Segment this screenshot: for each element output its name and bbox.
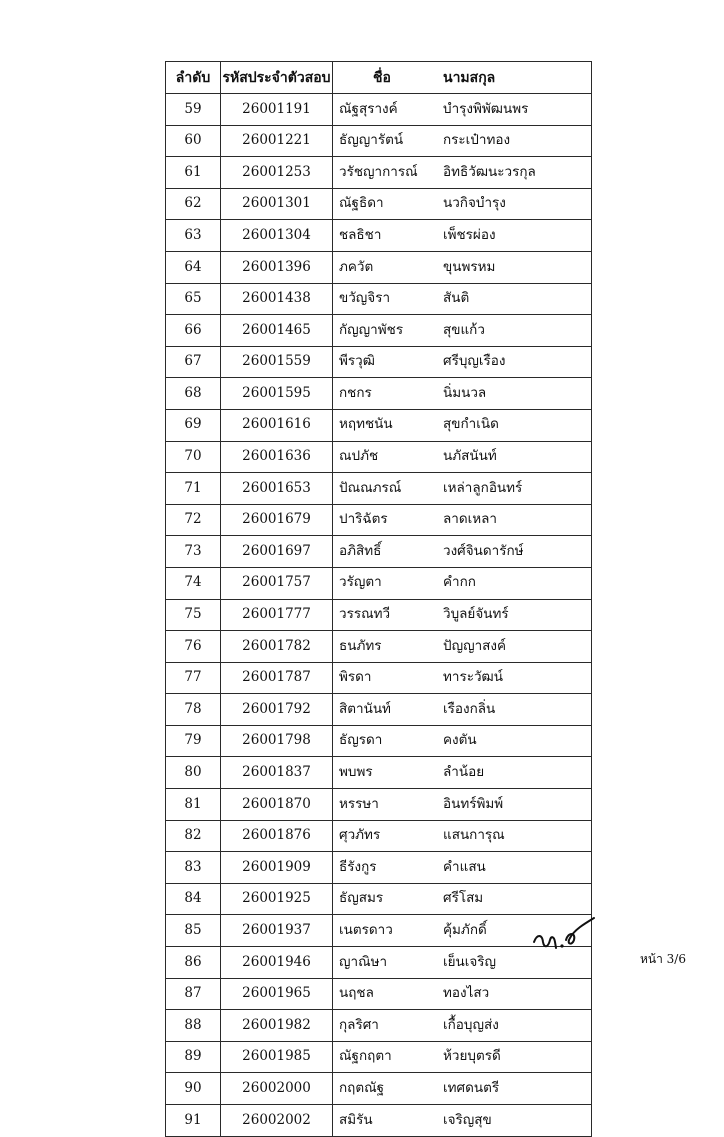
table-row bbox=[166, 631, 592, 663]
table-row bbox=[166, 1041, 592, 1073]
cell-name bbox=[333, 473, 592, 505]
cell-exam-id: 26001653 bbox=[221, 473, 333, 505]
table-row bbox=[166, 94, 592, 126]
cell-exam-id: 26001798 bbox=[221, 725, 333, 757]
table-row bbox=[166, 599, 592, 631]
cell-name bbox=[333, 662, 592, 694]
cell-last-name: แสนการุณ bbox=[443, 827, 505, 844]
cell-last-name: ทองไสว bbox=[443, 985, 490, 1002]
table-row bbox=[166, 1010, 592, 1042]
cell-exam-id: 26001679 bbox=[221, 504, 333, 536]
table-row bbox=[166, 662, 592, 694]
cell-exam-id: 26001985 bbox=[221, 1041, 333, 1073]
cell-order: 85 bbox=[166, 915, 221, 947]
cell-order: 79 bbox=[166, 725, 221, 757]
cell-order: 90 bbox=[166, 1073, 221, 1105]
cell-first-name: ณัฐธิดา bbox=[339, 195, 384, 212]
cell-exam-id: 26001301 bbox=[221, 188, 333, 220]
cell-last-name: คุ้มภักดิ์ bbox=[443, 921, 487, 938]
cell-exam-id: 26001757 bbox=[221, 567, 333, 599]
cell-name bbox=[333, 315, 592, 347]
cell-exam-id: 26001782 bbox=[221, 631, 333, 663]
cell-name bbox=[333, 1105, 592, 1137]
cell-order: 72 bbox=[166, 504, 221, 536]
cell-last-name: เกื้อบุญส่ง bbox=[443, 1016, 499, 1033]
cell-exam-id: 26001697 bbox=[221, 536, 333, 568]
cell-first-name: กัญญาพัชร bbox=[339, 321, 404, 338]
cell-name bbox=[333, 978, 592, 1010]
cell-first-name: ธัญรดา bbox=[339, 732, 383, 749]
cell-first-name: หรรษา bbox=[339, 795, 379, 812]
cell-name bbox=[333, 504, 592, 536]
cell-name bbox=[333, 409, 592, 441]
cell-name bbox=[333, 536, 592, 568]
cell-exam-id: 26001937 bbox=[221, 915, 333, 947]
header-exam-id: รหัสประจำตัวสอบ bbox=[221, 62, 333, 94]
cell-last-name: ศรีโสม bbox=[443, 890, 484, 907]
cell-first-name: ปาริฉัตร bbox=[339, 511, 388, 528]
cell-order: 84 bbox=[166, 883, 221, 915]
header-name bbox=[333, 62, 592, 94]
table-row bbox=[166, 251, 592, 283]
table-row bbox=[166, 852, 592, 884]
cell-first-name: พิรดา bbox=[339, 669, 372, 686]
cell-first-name: ธนภัทร bbox=[339, 637, 382, 654]
cell-order: 75 bbox=[166, 599, 221, 631]
cell-first-name: วรรณทวี bbox=[339, 606, 391, 623]
cell-order: 74 bbox=[166, 567, 221, 599]
cell-order: 66 bbox=[166, 315, 221, 347]
cell-exam-id: 26001925 bbox=[221, 883, 333, 915]
cell-order: 86 bbox=[166, 947, 221, 979]
cell-exam-id: 26001909 bbox=[221, 852, 333, 884]
cell-last-name: ทาระวัฒน์ bbox=[443, 669, 503, 686]
table-row bbox=[166, 473, 592, 505]
cell-first-name: สมิรัน bbox=[339, 1111, 373, 1128]
cell-last-name: ลำน้อย bbox=[443, 764, 485, 781]
cell-first-name: วรัญตา bbox=[339, 574, 382, 591]
cell-first-name: ธีรังกูร bbox=[339, 858, 377, 875]
candidate-table bbox=[165, 61, 592, 1137]
cell-last-name: นวกิจบำรุง bbox=[443, 195, 506, 212]
cell-order: 76 bbox=[166, 631, 221, 663]
cell-order: 65 bbox=[166, 283, 221, 315]
cell-last-name: เรืองกลิ่น bbox=[443, 700, 496, 717]
cell-name bbox=[333, 346, 592, 378]
header-order: ลำดับ bbox=[166, 62, 221, 94]
cell-last-name: เพ็ชรผ่อง bbox=[443, 226, 496, 243]
cell-name bbox=[333, 852, 592, 884]
cell-last-name: สุขกำเนิด bbox=[443, 416, 499, 433]
table-row bbox=[166, 1073, 592, 1105]
table-row bbox=[166, 315, 592, 347]
table-row bbox=[166, 504, 592, 536]
table-row bbox=[166, 757, 592, 789]
cell-exam-id: 26001777 bbox=[221, 599, 333, 631]
table-row bbox=[166, 978, 592, 1010]
cell-exam-id: 26001221 bbox=[221, 125, 333, 157]
cell-last-name: วิบูลย์จันทร์ bbox=[443, 606, 509, 623]
cell-exam-id: 26001191 bbox=[221, 94, 333, 126]
cell-last-name: นภัสนันท์ bbox=[443, 448, 497, 465]
cell-first-name: ปัณณภรณ์ bbox=[339, 479, 402, 496]
cell-order: 88 bbox=[166, 1010, 221, 1042]
cell-name bbox=[333, 1010, 592, 1042]
cell-last-name: เจริญสุข bbox=[443, 1111, 492, 1128]
cell-exam-id: 26001465 bbox=[221, 315, 333, 347]
cell-order: 91 bbox=[166, 1105, 221, 1137]
cell-name bbox=[333, 694, 592, 726]
cell-last-name: สันติ bbox=[443, 290, 470, 307]
table-row bbox=[166, 694, 592, 726]
cell-first-name: วรัชญาการณ์ bbox=[339, 163, 418, 180]
cell-exam-id: 26001876 bbox=[221, 820, 333, 852]
cell-name bbox=[333, 820, 592, 852]
cell-name bbox=[333, 94, 592, 126]
cell-first-name: ณปภัช bbox=[339, 448, 379, 465]
cell-exam-id: 26002002 bbox=[221, 1105, 333, 1137]
cell-first-name: พีรวุฒิ bbox=[339, 353, 375, 370]
table-row bbox=[166, 725, 592, 757]
cell-last-name: ศรีบุญเรือง bbox=[443, 353, 506, 370]
cell-exam-id: 26001304 bbox=[221, 220, 333, 252]
cell-first-name: อภิสิทธิ์ bbox=[339, 542, 382, 559]
cell-first-name: ณัฐกฤตา bbox=[339, 1048, 392, 1065]
cell-name bbox=[333, 441, 592, 473]
table-row bbox=[166, 883, 592, 915]
cell-order: 71 bbox=[166, 473, 221, 505]
cell-first-name: ศุวภัทร bbox=[339, 827, 381, 844]
cell-exam-id: 26001616 bbox=[221, 409, 333, 441]
cell-exam-id: 26001946 bbox=[221, 947, 333, 979]
cell-last-name: อิทธิวัฒนะวรกุล bbox=[443, 163, 536, 180]
cell-first-name: ณัฐสุรางค์ bbox=[339, 100, 398, 117]
table-row bbox=[166, 157, 592, 189]
cell-exam-id: 26001787 bbox=[221, 662, 333, 694]
cell-exam-id: 26001396 bbox=[221, 251, 333, 283]
cell-exam-id: 26001438 bbox=[221, 283, 333, 315]
cell-name bbox=[333, 220, 592, 252]
page-number: หน้า 3/6 bbox=[640, 952, 686, 966]
cell-order: 68 bbox=[166, 378, 221, 410]
cell-order: 64 bbox=[166, 251, 221, 283]
cell-order: 69 bbox=[166, 409, 221, 441]
cell-order: 82 bbox=[166, 820, 221, 852]
header-first-name: ชื่อ bbox=[373, 69, 391, 86]
table-row bbox=[166, 125, 592, 157]
cell-order: 59 bbox=[166, 94, 221, 126]
cell-name bbox=[333, 757, 592, 789]
cell-exam-id: 26001982 bbox=[221, 1010, 333, 1042]
cell-order: 83 bbox=[166, 852, 221, 884]
table-row bbox=[166, 346, 592, 378]
table-row bbox=[166, 536, 592, 568]
table-row bbox=[166, 188, 592, 220]
cell-first-name: ธัญสมร bbox=[339, 890, 384, 907]
cell-last-name: ปัญญาสงค์ bbox=[443, 637, 507, 654]
cell-last-name: คำกก bbox=[443, 574, 476, 591]
cell-last-name: บำรุงพิพัฒนพร bbox=[443, 100, 529, 117]
cell-exam-id: 26001870 bbox=[221, 789, 333, 821]
cell-last-name: อินทร์พิมพ์ bbox=[443, 795, 504, 812]
table-row bbox=[166, 220, 592, 252]
cell-last-name: คงตัน bbox=[443, 732, 477, 749]
cell-name bbox=[333, 1041, 592, 1073]
cell-first-name: นฤชล bbox=[339, 985, 374, 1002]
cell-first-name: กชกร bbox=[339, 384, 372, 401]
cell-last-name: เย็นเจริญ bbox=[443, 953, 497, 970]
cell-order: 77 bbox=[166, 662, 221, 694]
cell-first-name: ภควัต bbox=[339, 258, 374, 275]
cell-order: 80 bbox=[166, 757, 221, 789]
cell-order: 70 bbox=[166, 441, 221, 473]
table-row bbox=[166, 283, 592, 315]
cell-order: 63 bbox=[166, 220, 221, 252]
cell-name bbox=[333, 599, 592, 631]
table-row bbox=[166, 378, 592, 410]
initials-signature bbox=[528, 912, 598, 958]
table-row bbox=[166, 409, 592, 441]
cell-name bbox=[333, 125, 592, 157]
cell-last-name: กระเป๋าทอง bbox=[443, 132, 511, 149]
table-row bbox=[166, 820, 592, 852]
cell-first-name: สิตานันท์ bbox=[339, 700, 391, 717]
cell-name bbox=[333, 631, 592, 663]
cell-last-name: เหล่าลูกอินทร์ bbox=[443, 479, 523, 496]
cell-first-name: ขวัญจิรา bbox=[339, 290, 391, 307]
cell-first-name: พบพร bbox=[339, 764, 373, 781]
cell-exam-id: 26001837 bbox=[221, 757, 333, 789]
cell-order: 78 bbox=[166, 694, 221, 726]
cell-name bbox=[333, 188, 592, 220]
cell-name bbox=[333, 157, 592, 189]
cell-order: 60 bbox=[166, 125, 221, 157]
cell-first-name: ธัญญารัตน์ bbox=[339, 132, 404, 149]
cell-name bbox=[333, 378, 592, 410]
cell-exam-id: 26001965 bbox=[221, 978, 333, 1010]
cell-name bbox=[333, 567, 592, 599]
cell-first-name: กุลริศา bbox=[339, 1016, 379, 1033]
cell-order: 73 bbox=[166, 536, 221, 568]
cell-last-name: ขุนพรหม bbox=[443, 258, 496, 275]
cell-first-name: ญาณิษา bbox=[339, 953, 388, 970]
cell-exam-id: 26001253 bbox=[221, 157, 333, 189]
cell-last-name: เทศดนตรี bbox=[443, 1079, 500, 1096]
cell-exam-id: 26001636 bbox=[221, 441, 333, 473]
cell-first-name: ชลธิชา bbox=[339, 226, 382, 243]
cell-first-name: หฤทชนัน bbox=[339, 416, 393, 433]
cell-order: 81 bbox=[166, 789, 221, 821]
cell-name bbox=[333, 883, 592, 915]
cell-last-name: ลาดเหลา bbox=[443, 511, 497, 528]
cell-name bbox=[333, 789, 592, 821]
cell-first-name: กฤตณัฐ bbox=[339, 1079, 385, 1096]
cell-name bbox=[333, 725, 592, 757]
cell-name bbox=[333, 283, 592, 315]
cell-order: 61 bbox=[166, 157, 221, 189]
header-last-name: นามสกุล bbox=[443, 69, 496, 86]
cell-name bbox=[333, 251, 592, 283]
table-header-row bbox=[166, 62, 592, 94]
cell-first-name: เนตรดาว bbox=[339, 921, 393, 938]
table-row bbox=[166, 441, 592, 473]
cell-last-name: นิ่มนวล bbox=[443, 384, 487, 401]
cell-order: 67 bbox=[166, 346, 221, 378]
table-body bbox=[166, 94, 592, 1137]
cell-order: 87 bbox=[166, 978, 221, 1010]
table-row bbox=[166, 789, 592, 821]
cell-last-name: วงศ์จินดารักษ์ bbox=[443, 542, 524, 559]
table-row bbox=[166, 567, 592, 599]
cell-exam-id: 26001792 bbox=[221, 694, 333, 726]
cell-exam-id: 26001559 bbox=[221, 346, 333, 378]
cell-last-name: คำแสน bbox=[443, 858, 486, 875]
cell-order: 89 bbox=[166, 1041, 221, 1073]
cell-exam-id: 26002000 bbox=[221, 1073, 333, 1105]
cell-name bbox=[333, 1073, 592, 1105]
cell-last-name: สุขแก้ว bbox=[443, 321, 485, 338]
table-row bbox=[166, 1105, 592, 1137]
cell-last-name: ห้วยบุตรดี bbox=[443, 1048, 501, 1065]
cell-order: 62 bbox=[166, 188, 221, 220]
cell-exam-id: 26001595 bbox=[221, 378, 333, 410]
